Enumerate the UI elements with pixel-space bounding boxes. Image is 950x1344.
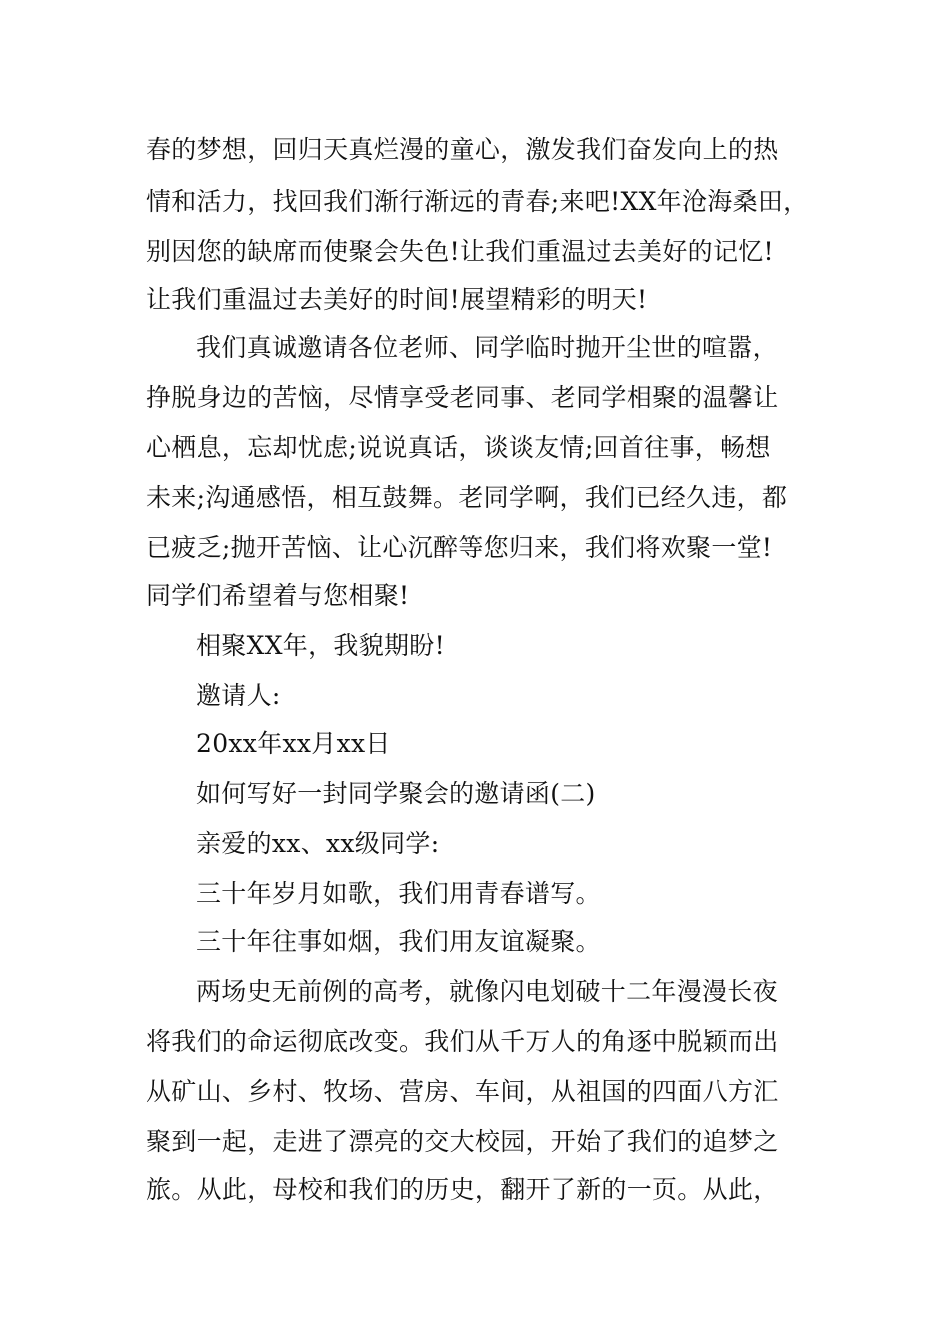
text-line: 旅。从此，母校和我们的历史，翻开了新的一页。从此，: [146, 1175, 779, 1204]
paragraph-start-line: 我们真诚邀请各位老师、同学临时抛开尘世的喧嚣，: [196, 333, 778, 362]
text-line: 心栖息，忘却忧虑;说说真话，谈谈友情;回首往事，畅想: [146, 433, 771, 462]
text-line: 挣脱身边的苦恼，尽情享受老同事、老同学相聚的温馨让: [146, 383, 779, 412]
paragraph-start-line: 两场史无前例的高考，就像闪电划破十二年漫漫长夜: [196, 977, 778, 1006]
inviter-label: 邀请人:: [196, 681, 281, 710]
text-line: 已疲乏;抛开苦恼、让心沉醉等您归来，我们将欢聚一堂!: [146, 533, 773, 562]
section-heading: 如何写好一封同学聚会的邀请函(二): [196, 779, 596, 808]
paragraph-start-line: 三十年岁月如歌，我们用青春谱写。: [196, 879, 601, 908]
text-line: 从矿山、乡村、牧场、营房、车间，从祖国的四面八方汇: [146, 1077, 779, 1106]
text-line: 同学们希望着与您相聚!: [146, 581, 410, 610]
text-line: 春的梦想，回归天真烂漫的童心，激发我们奋发向上的热: [146, 135, 779, 164]
salutation: 亲爱的xx、xx级同学:: [196, 829, 440, 858]
text-line: 让我们重温过去美好的时间!展望精彩的明天!: [146, 285, 648, 314]
paragraph-start-line: 相聚XX年，我貌期盼!: [196, 631, 445, 660]
text-line: 情和活力，找回我们渐行渐远的青春;来吧!XX年沧海桑田，: [146, 187, 809, 216]
text-line: 聚到一起，走进了漂亮的交大校园，开始了我们的追梦之: [146, 1127, 779, 1156]
date-line: 20xx年xx月xx日: [196, 729, 391, 758]
text-line: 别因您的缺席而使聚会失色!让我们重温过去美好的记忆!: [146, 237, 774, 266]
text-line: 未来;沟通感悟，相互鼓舞。老同学啊，我们已经久违，都: [146, 483, 788, 512]
text-line: 将我们的命运彻底改变。我们从千万人的角逐中脱颖而出: [146, 1027, 779, 1056]
paragraph-start-line: 三十年往事如烟，我们用友谊凝聚。: [196, 927, 601, 956]
